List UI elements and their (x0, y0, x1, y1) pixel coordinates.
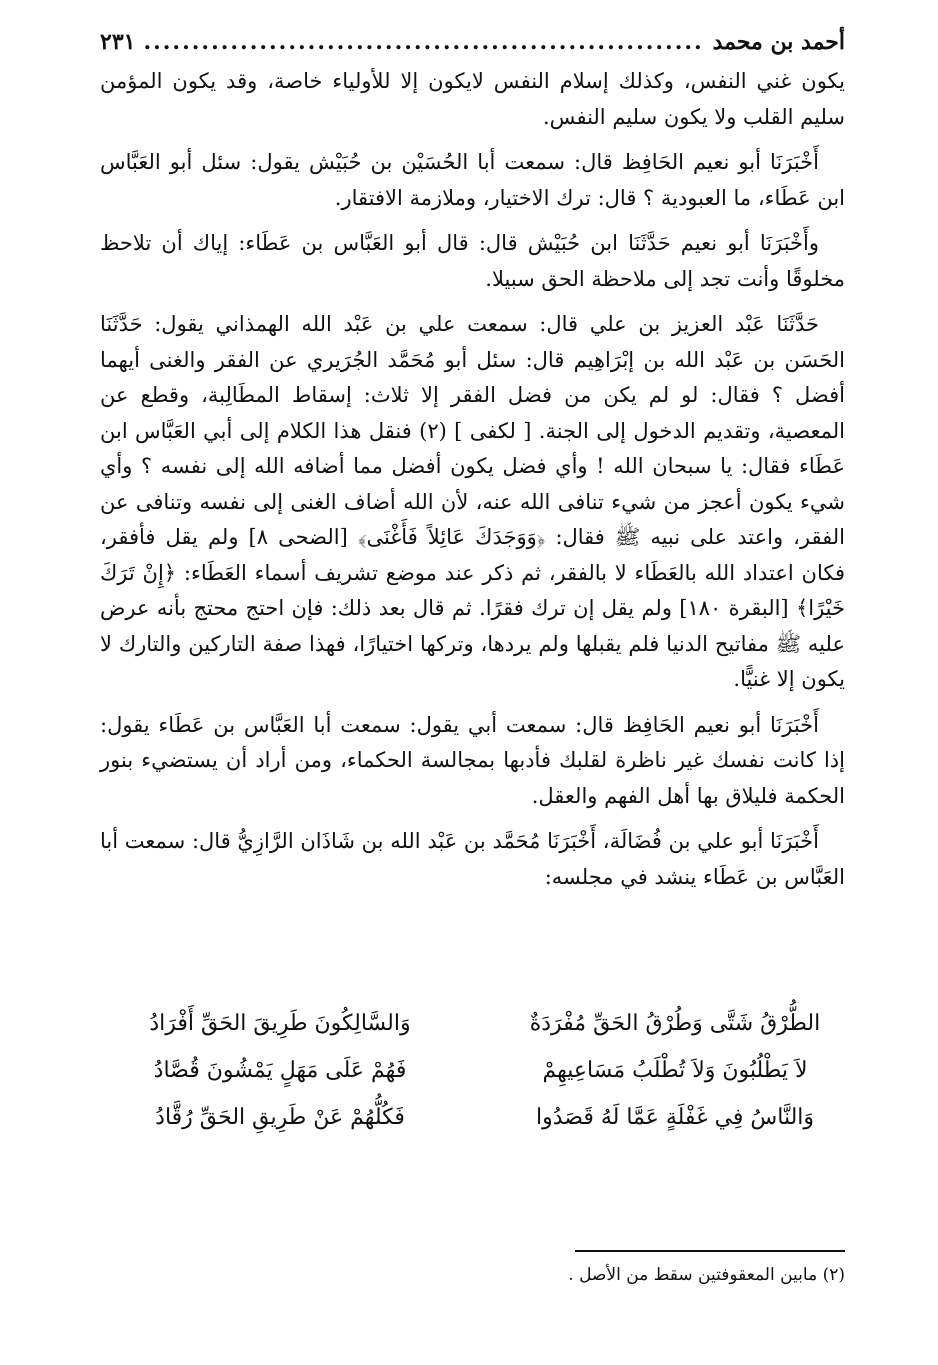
footnote: (٢) مابين المعقوفتين سقط من الأصل . (568, 1265, 845, 1285)
header-title: أحمد بن محمد (712, 29, 845, 55)
poem (110, 1000, 845, 1141)
poem-verse (110, 1047, 845, 1094)
paragraph-narration-2: وأَخْبَرَنَا أبو نعيم حَدَّثَنَا ابن حُبَيْش قال: قال أبو العَبَّاس بن عَطَاء: إياك أن تلاحظ مخلوقًا وأنت تجد إلى ملاحظة الحق سبيلا. (100, 231, 845, 291)
verse-second-hemistich: وَالسَّالِكُونَ طَرِيقَ الحَقِّ أَفْرَادُ (149, 1011, 411, 1036)
poem-verse (110, 1000, 845, 1047)
paragraph-narration-5: أَخْبَرَنَا أبو علي بن فُضَالَة، أَخْبَرَنَا مُحَمَّد بن عَبْد الله بن شَاذَان الرَّازِيُّ قال: سمعت أبا العَبَّاس بن عَطَاء ينشد في مجلسه: (100, 829, 845, 889)
verse-first-hemistich: الطُّرْقُ شَتَّى وَطُرْقُ الحَقِّ مُفْرَدَةٌ (529, 1011, 821, 1036)
running-header (100, 22, 845, 62)
poem-verse (110, 1094, 845, 1141)
paragraph-narration-1: أَخْبَرَنَا أبو نعيم الحَافِظ قال: سمعت أبا الحُسَيْن بن حُبَيْش يقول: سئل أبو العَبَّاس ابن عَطَاء، ما العبودية ؟ قال: ترك الاختيار، وملازمة الافتقار. (100, 150, 845, 210)
page-number: ٢٣١ (100, 29, 136, 55)
verse-first-hemistich: وَالنَّاسُ فِي غَفْلَةٍ عَمَّا لَهُ قَصَدُوا (535, 1105, 815, 1130)
paragraph-continuation: يكون غني النفس، وكذلك إسلام النفس لايكون إلا للأولياء خاصة، وقد يكون المؤمن سليم القلب ولا يكون سليم النفس. (100, 69, 845, 129)
footnote-separator (575, 1250, 845, 1252)
paragraph-narration-4: أَخْبَرَنَا أبو نعيم الحَافِظ قال: سمعت أبي يقول: سمعت أبا العَبَّاس بن عَطَاء يقول: إذا كانت نفسك غير ناظرة لقلبك فأدبها بمجالسة الحكماء، ومن أراد أن يستضيء بنور الحكمة فليلاق بها أهل الفهم والعقل. (100, 712, 845, 808)
verse-second-hemistich: فَكُلُّهُمْ عَنْ طَرِيقِ الحَقِّ رُقَّادُ (155, 1105, 405, 1130)
header-leader-dots: .......................................................... (143, 29, 704, 55)
main-text (100, 64, 845, 905)
verse-second-hemistich: فَهُمْ عَلَى مَهَلٍ يَمْشُونَ قُصَّادُ (153, 1058, 407, 1083)
paragraph-narration-3: حَدَّثَنَا عَبْد العزيز بن علي قال: سمعت علي بن عَبْد الله الهمذاني يقول: حَدَّثَنَا الحَسَن بن عَبْد الله بن إبْرَاهِيم قال: سئل أبو مُحَمَّد الجُرَيري عن الفقر والغنى أيهما أفضل ؟ فقال: لو لم يكن من فضل الفقر إلا ثلاث: إسقاط المطَالِبة، وقطع عن المعصية، وتقديم الدخول إلى الجنة. [ لكفى ] (٢) فنقل هذا الكلام إلى أبي العَبَّاس ابن عَطَاء فقال: يا سبحان الله ! وأي فضل يكون أفضل مما أضافه الله إلى نفسه ؟ وأي شيء يكون أعجز من شيء تنافى الله عنه، لأن الله أضاف الغنى إلى نفسه وتنافى عن الفقر، واعتد على نبيه ﷺ فقال: ﴿وَوَجَدَكَ عَائِلاً فَأَغْنَى﴾ [الضحى ٨] ولم يقل فأفقر، فكان اعتداد الله بالعَطَاء لا بالفقر، ثم ذكر عند موضع تشريف أسماء العَطَاء: ﴿إِنْ تَرَكَ خَيْرًا﴾ [البقرة ١٨٠] ولم يقل إن ترك فقرًا. ثم قال بعد ذلك: فإن احتج محتج بأنه عرض عليه ﷺ مفاتيح الدنيا فلم يقبلها ولم يردها، وتركها اختيارًا، فهذا صفة التاركين والتارك لا يكون إلا غنيًّا. (100, 312, 845, 691)
verse-first-hemistich: لاَ يَطْلُبُونَ وَلاَ تُطْلَبُ مَسَاعِيهِمْ (542, 1058, 808, 1083)
